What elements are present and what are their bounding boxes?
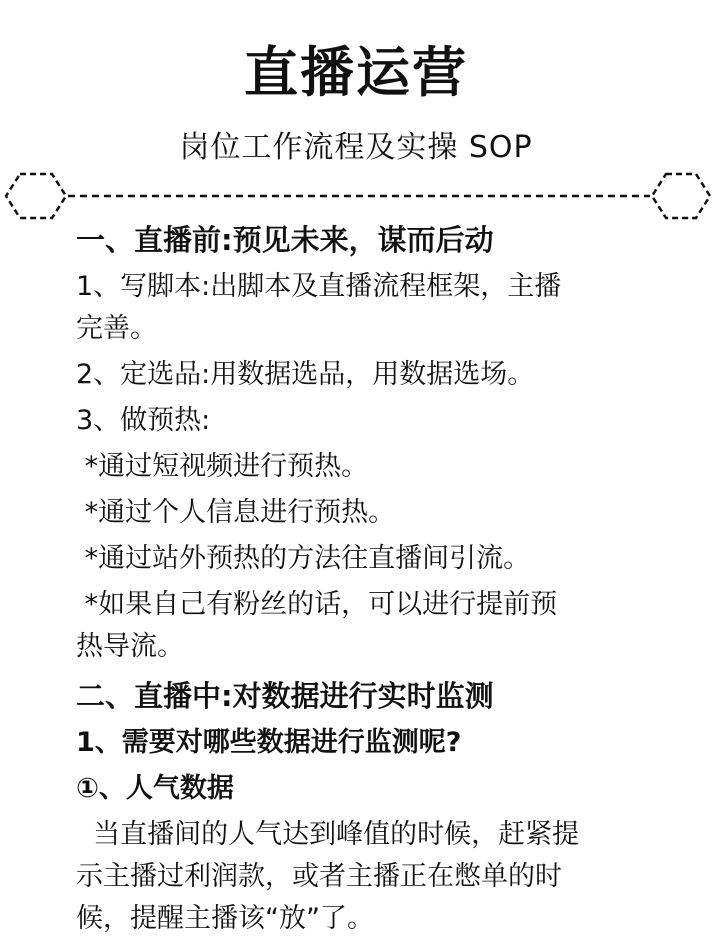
bullet-1: *通过短视频进行预热。 <box>76 451 369 482</box>
paragraph-line-2: 示主播过利润款，或者主播正在憋单的时 <box>76 861 562 892</box>
section-2-heading: 二、直播中:对数据进行实时监测 <box>76 679 494 713</box>
question-line: 1、需要对哪些数据进行监测呢? <box>76 727 462 758</box>
bullet-2: *通过个人信息进行预热。 <box>76 497 396 528</box>
page-subtitle: 岗位工作流程及实操 SOP <box>179 130 533 165</box>
bullet-4-line-2: 热导流。 <box>76 631 184 662</box>
item-3: 3、做预热: <box>76 405 211 436</box>
right-hexagon-icon <box>652 174 710 218</box>
dashed-divider <box>0 168 712 224</box>
item-1-line-2: 完善。 <box>76 313 157 344</box>
left-hexagon-icon <box>6 174 66 218</box>
bullet-3: *通过站外预热的方法往直播间引流。 <box>76 543 531 574</box>
bullet-4-line-1: *如果自己有粉丝的话，可以进行提前预 <box>76 589 558 620</box>
item-1-line-1: 1、写脚本:出脚本及直播流程框架，主播 <box>76 271 562 302</box>
item-2: 2、定选品:用数据选品，用数据选场。 <box>76 359 535 390</box>
page-title: 直播运营 <box>244 41 468 104</box>
content-body <box>76 218 676 940</box>
paragraph-line-3: 候，提醒主播该“放”了。 <box>76 903 374 934</box>
section-1-heading: 一、直播前:预见未来，谋而后动 <box>76 223 494 257</box>
paragraph-line-1: 当直播间的人气达到峰值的时候，赶紧提 <box>76 819 580 850</box>
sub-heading-popularity: ①、人气数据 <box>76 773 234 804</box>
